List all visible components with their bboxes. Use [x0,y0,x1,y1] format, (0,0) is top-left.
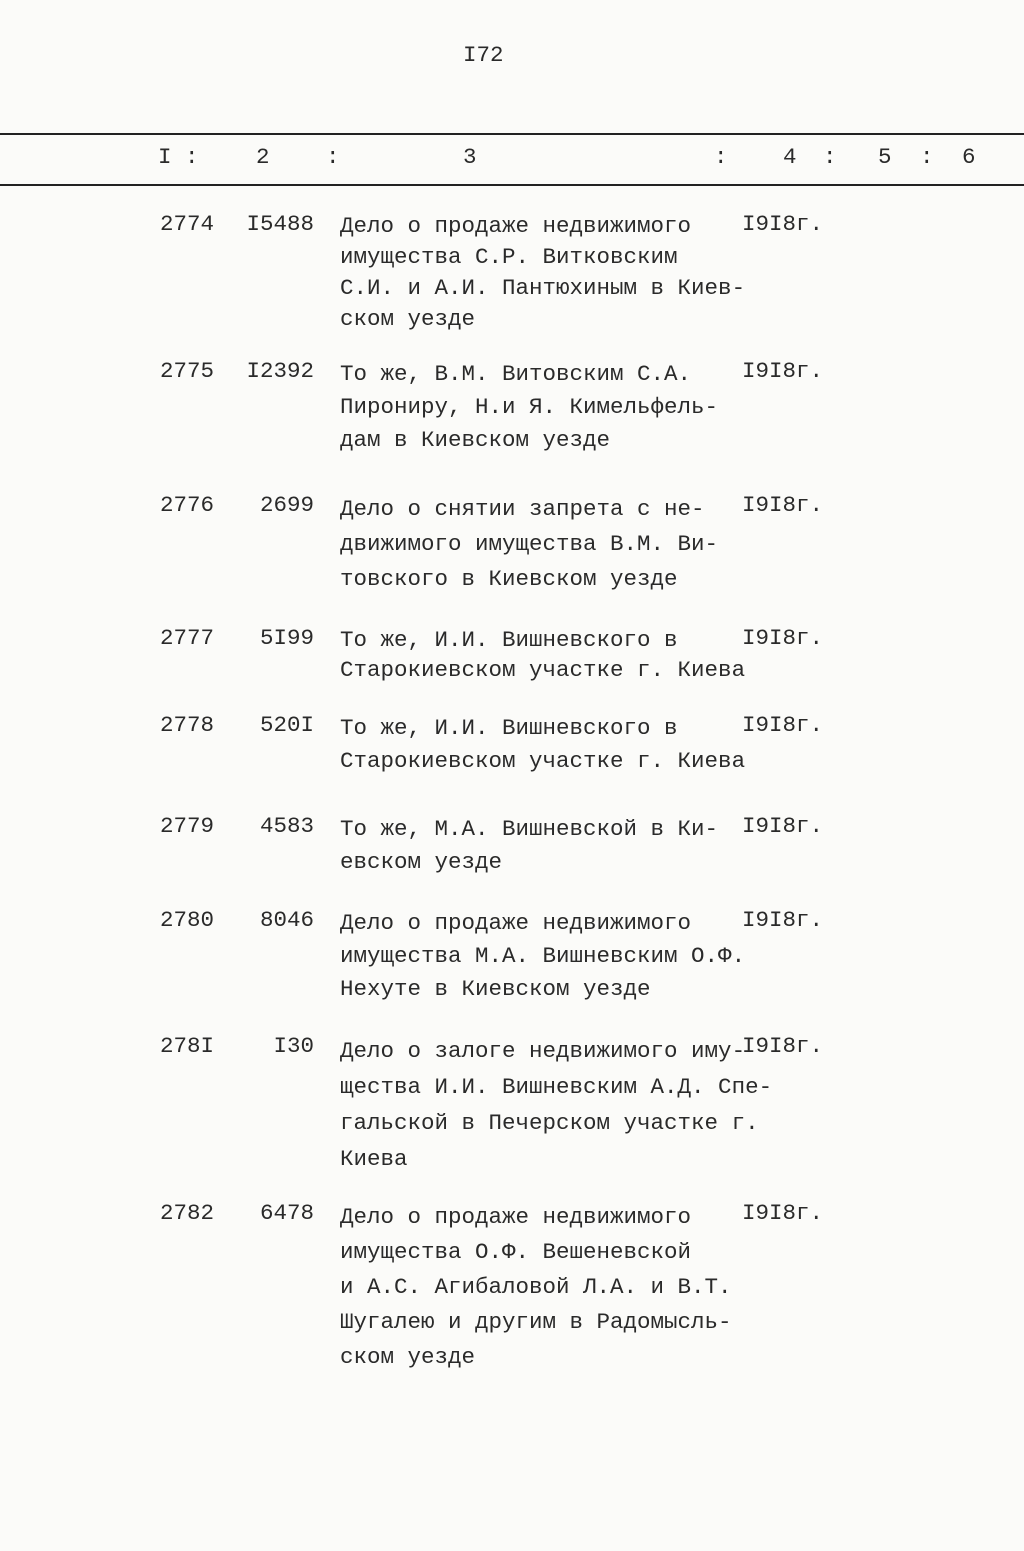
description-line: Киева [340,1146,408,1172]
record-number: 278I [160,1033,215,1059]
description-line: ском уезде [340,1344,476,1370]
record-number: 2776 [160,492,215,518]
record-year: I9I8г. [742,1033,824,1059]
record-year: I9I8г. [742,211,824,237]
description-line: Дело о снятии запрета с не- [340,496,705,522]
record-code: I5488 [246,211,314,237]
header-col-1: I : [158,144,199,170]
header-col-2: 2 [256,144,270,170]
record-description [340,358,718,457]
record-number: 2777 [160,625,215,651]
header-col-5: 5 [878,144,892,170]
description-line: щества И.И. Вишневским А.Д. Спе- [340,1074,773,1100]
description-line: Дело о залоге недвижимого иму- [340,1038,746,1064]
description-line: Дело о продаже недвижимого [340,1204,692,1230]
description-line: имущества С.Р. Витковским [340,244,678,270]
record-code: 520I [259,712,314,738]
record-year: I9I8г. [742,813,824,839]
description-line: То же, И.И. Вишневского в [340,715,678,741]
description-line: движимого имущества В.М. Ви- [340,531,719,557]
record-description [340,492,718,597]
description-line: То же, М.А. Вишневской в Ки- [340,816,719,842]
record-year: I9I8г. [742,358,824,384]
description-line: Дело о продаже недвижимого [340,213,692,239]
header-col-3: 3 [463,144,477,170]
record-code: 4583 [259,813,314,839]
description-line: товского в Киевском уезде [340,566,678,592]
record-code: 5I99 [259,625,314,651]
header-top-rule [0,133,1024,135]
record-number: 2778 [160,712,215,738]
description-line: имущества О.Ф. Вешеневской [340,1239,692,1265]
header-bottom-rule [0,184,1024,186]
description-line: имущества М.А. Вишневским О.Ф. [340,943,746,969]
record-description [340,1033,772,1177]
record-year: I9I8г. [742,492,824,518]
header-sep: : [714,144,728,170]
header-sep: : [823,144,837,170]
description-line: Дело о продаже недвижимого [340,910,692,936]
record-code: I2392 [246,358,314,384]
record-description [340,211,745,335]
record-number: 2780 [160,907,215,933]
header-sep: : [920,144,934,170]
record-year: I9I8г. [742,625,824,651]
record-description [340,625,745,685]
record-code: I30 [273,1033,314,1059]
description-line: Шугалею и другим в Радомысль- [340,1309,732,1335]
record-year: I9I8г. [742,712,824,738]
record-code: 6478 [259,1200,314,1226]
record-number: 2779 [160,813,215,839]
description-line: С.И. и А.И. Пантюхиным в Киев- [340,275,746,301]
record-number: 2775 [160,358,215,384]
description-line: Старокиевском участке г. Киева [340,657,746,683]
header-col-6: 6 [962,144,976,170]
header-col-4: 4 [783,144,797,170]
description-line: То же, В.М. Витовским С.А. [340,361,692,387]
description-line: ском уезде [340,306,476,332]
record-year: I9I8г. [742,907,824,933]
record-code: 8046 [259,907,314,933]
description-line: Пирониру, Н.и Я. Кимельфель- [340,394,719,420]
record-code: 2699 [259,492,314,518]
description-line: дам в Киевском уезде [340,427,611,453]
record-description [340,813,718,879]
description-line: Нехуте в Киевском уезде [340,976,651,1002]
description-line: евском уезде [340,849,503,875]
record-number: 2782 [160,1200,215,1226]
record-number: 2774 [160,211,215,237]
record-year: I9I8г. [742,1200,824,1226]
header-sep: : [326,144,340,170]
description-line: То же, И.И. Вишневского в [340,627,678,653]
record-description [340,1200,732,1375]
record-description [340,712,745,778]
description-line: Старокиевском участке г. Киева [340,748,746,774]
description-line: и А.С. Агибаловой Л.А. и В.Т. [340,1274,732,1300]
record-description [340,907,745,1006]
description-line: гальской в Печерском участке г. [340,1110,759,1136]
page-number: I72 [463,42,504,68]
